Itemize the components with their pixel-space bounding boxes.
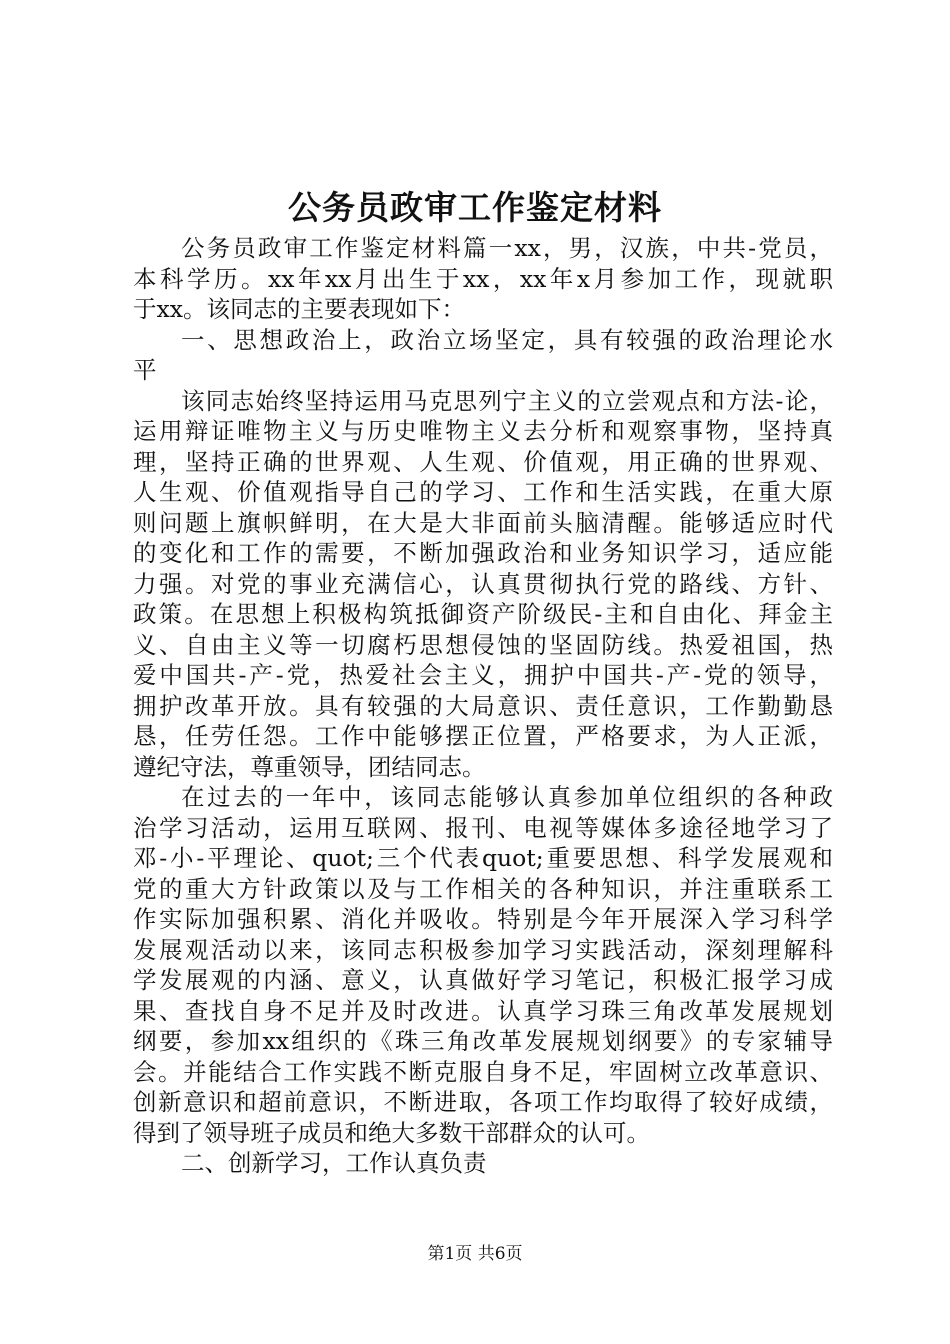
body-line: 遵纪守法，尊重领导，团结同志。 <box>133 752 486 781</box>
body-line: 创新意识和超前意识，不断进取，各项工作均取得了较好成绩， <box>133 1088 833 1116</box>
body-line: 邓-小-平理论、quot;三个代表quot;重要思想、科学发展观和 <box>133 844 833 872</box>
body-line: 则问题上旗帜鲜明，在大是大非面前头脑清醒。能够适应时代 <box>133 508 833 537</box>
body-line: 本科学历。xx年xx月出生于xx，xx年x月参加工作，现就职 <box>133 264 833 293</box>
body-line: 纲要，参加xx组织的《珠三角改革发展规划纲要》的专家辅导 <box>133 1027 833 1055</box>
body-line: 爱中国共-产-党，热爱社会主义，拥护中国共-产-党的领导， <box>133 661 833 689</box>
body-line: 平 <box>133 356 157 384</box>
body-line: 该同志始终坚持运用马克思列宁主义的立尝观点和方法-论， <box>181 386 833 415</box>
body-line: 得到了领导班子成员和绝大多数干部群众的认可。 <box>133 1118 650 1147</box>
body-line: 会。并能结合工作实践不断克服自身不足，牢固树立改革意识、 <box>133 1057 833 1086</box>
body-line: 果、查找自身不足并及时改进。认真学习珠三角改革发展规划 <box>133 996 833 1025</box>
body-line: 义、自由主义等一切腐朽思想侵蚀的坚固防线。热爱祖国，热 <box>133 630 833 659</box>
body-line: 理，坚持正确的世界观、人生观、价值观，用正确的世界观、 <box>133 447 833 476</box>
body-line: 一、思想政治上，政治立场坚定，具有较强的政治理论水 <box>181 325 833 354</box>
body-line: 的变化和工作的需要，不断加强政治和业务知识学习，适应能 <box>133 539 833 567</box>
body-line: 公务员政审工作鉴定材料篇一xx，男，汉族，中共-党员， <box>181 234 833 262</box>
body-line: 发展观活动以来，该同志积极参加学习实践活动，深刻理解科 <box>133 935 833 964</box>
document-body <box>133 233 833 1179</box>
page-footer: 第1页 共6页 <box>427 1244 523 1264</box>
body-line: 在过去的一年中，该同志能够认真参加单位组织的各种政 <box>181 783 833 811</box>
body-line: 二、创新学习，工作认真负责 <box>181 1149 487 1177</box>
body-line: 政策。在思想上积极构筑抵御资产阶级民-主和自由化、拜金主 <box>133 600 833 628</box>
document-title: 公务员政审工作鉴定材料 <box>288 188 662 227</box>
body-line: 人生观、价值观指导自己的学习、工作和生活实践，在重大原 <box>133 478 833 506</box>
body-line: 学发展观的内涵、意义，认真做好学习笔记，积极汇报学习成 <box>133 966 833 994</box>
body-line: 党的重大方针政策以及与工作相关的各种知识，并注重联系工 <box>133 874 833 903</box>
body-line: 于xx。该同志的主要表现如下： <box>133 295 466 323</box>
body-line: 力强。对党的事业充满信心，认真贯彻执行党的路线、方针、 <box>133 569 833 598</box>
body-line: 治学习活动，运用互联网、报刊、电视等媒体多途径地学习了 <box>133 813 833 842</box>
body-line: 恳，任劳任怨。工作中能够摆正位置，严格要求，为人正派， <box>133 722 833 750</box>
body-line: 作实际加强积累、消化并吸收。特别是今年开展深入学习科学 <box>133 905 833 933</box>
body-line: 运用辩证唯物主义与历史唯物主义去分析和观察事物，坚持真 <box>133 417 833 445</box>
body-line: 拥护改革开放。具有较强的大局意识、责任意识，工作勤勤恳 <box>133 691 833 720</box>
